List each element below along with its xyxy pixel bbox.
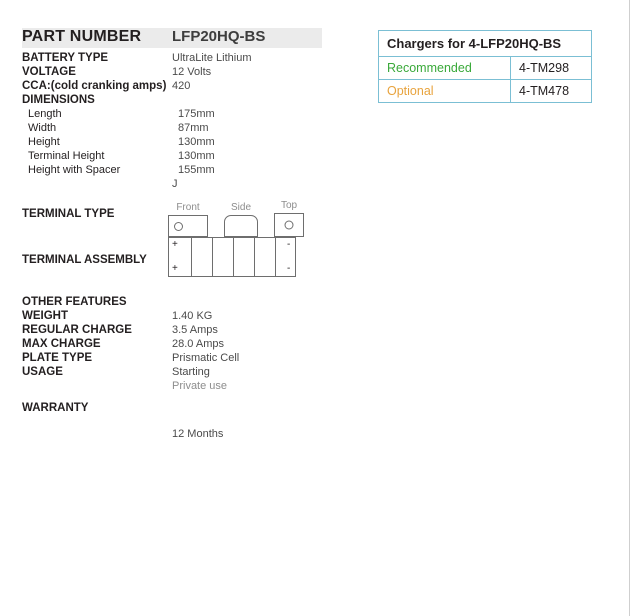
negative-terminal-label: - xyxy=(287,263,291,274)
table-row xyxy=(379,80,591,102)
weight-label: WEIGHT xyxy=(22,310,68,322)
table-row xyxy=(22,93,332,107)
charger-type-recommended: Recommended xyxy=(379,57,511,79)
usage-note: Private use xyxy=(172,380,228,392)
positive-terminal-label: + xyxy=(172,239,178,250)
other-features-label: OTHER FEATURES xyxy=(22,296,127,308)
max-charge-label: MAX CHARGE xyxy=(22,338,101,350)
terminal-assembly-diagram xyxy=(168,237,296,277)
table-row xyxy=(22,149,332,163)
height-label: Height xyxy=(28,136,60,148)
top-view-shape xyxy=(274,213,304,237)
top-view-label: Top xyxy=(280,200,298,211)
terminal-view-front xyxy=(168,202,208,237)
plate-type-label: PLATE TYPE xyxy=(22,352,93,364)
assembly-divider xyxy=(254,238,255,276)
weight-value: 1.40 KG xyxy=(172,310,213,322)
table-row xyxy=(22,401,332,415)
chargers-panel xyxy=(378,30,592,103)
height-value: 130mm xyxy=(178,136,215,148)
terminal-view-side xyxy=(224,202,258,237)
charger-model-recommended: 4-TM298 xyxy=(519,61,570,75)
table-row xyxy=(22,65,332,79)
terminal-post-icon xyxy=(174,222,183,231)
height-with-spacer-value: 155mm xyxy=(178,164,215,176)
front-view-label: Front xyxy=(176,202,200,213)
assembly-divider xyxy=(233,238,234,276)
max-charge-value: 28.0 Amps xyxy=(172,338,224,350)
usage-value: Starting xyxy=(172,366,210,378)
part-number-value: LFP20HQ-BS xyxy=(172,28,266,45)
charger-type-optional: Optional xyxy=(379,80,511,102)
charger-model-optional: 4-TM478 xyxy=(519,84,570,98)
table-row xyxy=(22,107,332,121)
negative-terminal-label: - xyxy=(287,239,291,250)
part-number-label: PART NUMBER xyxy=(22,28,142,45)
length-label: Length xyxy=(28,108,62,120)
table-row xyxy=(22,309,332,323)
assembly-divider xyxy=(275,238,276,276)
front-view-shape xyxy=(168,215,208,237)
usage-label: USAGE xyxy=(22,366,63,378)
width-value: 87mm xyxy=(178,122,209,134)
height-with-spacer-label: Height with Spacer xyxy=(28,164,121,176)
cca-label: CCA:(cold cranking amps) xyxy=(22,80,167,92)
voltage-label: VOLTAGE xyxy=(22,66,76,78)
table-row xyxy=(22,163,332,177)
battery-type-value: UltraLite Lithium xyxy=(172,52,252,64)
table-row xyxy=(22,121,332,135)
side-view-label: Side xyxy=(230,202,251,213)
positive-terminal-label: + xyxy=(172,263,178,274)
side-view-shape xyxy=(224,215,258,237)
table-row xyxy=(22,365,332,379)
table-row xyxy=(22,79,332,93)
table-row xyxy=(22,337,332,351)
dimension-note: J xyxy=(172,178,178,190)
table-row xyxy=(22,351,332,365)
assembly-divider xyxy=(212,238,213,276)
warranty-value: 12 Months xyxy=(172,428,224,440)
voltage-value: 12 Volts xyxy=(172,66,212,78)
dimensions-label: DIMENSIONS xyxy=(22,94,95,106)
table-row xyxy=(22,295,332,309)
length-value: 175mm xyxy=(178,108,215,120)
table-row xyxy=(22,135,332,149)
terminal-view-top xyxy=(274,200,304,237)
terminal-type-label: TERMINAL TYPE xyxy=(22,208,115,220)
warranty-label: WARRANTY xyxy=(22,402,89,414)
cca-value: 420 xyxy=(172,80,191,92)
terminal-height-label: Terminal Height xyxy=(28,150,105,162)
part-number-row xyxy=(22,28,322,48)
terminal-type-diagram xyxy=(168,200,318,237)
table-row xyxy=(379,57,591,80)
terminal-height-value: 130mm xyxy=(178,150,215,162)
battery-type-label: BATTERY TYPE xyxy=(22,52,109,64)
terminal-assembly-label: TERMINAL ASSEMBLY xyxy=(22,254,147,266)
regular-charge-label: REGULAR CHARGE xyxy=(22,324,132,336)
chargers-title: Chargers for 4-LFP20HQ-BS xyxy=(379,31,591,57)
table-row xyxy=(22,323,332,337)
table-row xyxy=(22,51,332,65)
terminal-post-icon xyxy=(285,221,294,230)
assembly-divider xyxy=(191,238,192,276)
regular-charge-value: 3.5 Amps xyxy=(172,324,218,336)
plate-type-value: Prismatic Cell xyxy=(172,352,240,364)
width-label: Width xyxy=(28,122,57,134)
